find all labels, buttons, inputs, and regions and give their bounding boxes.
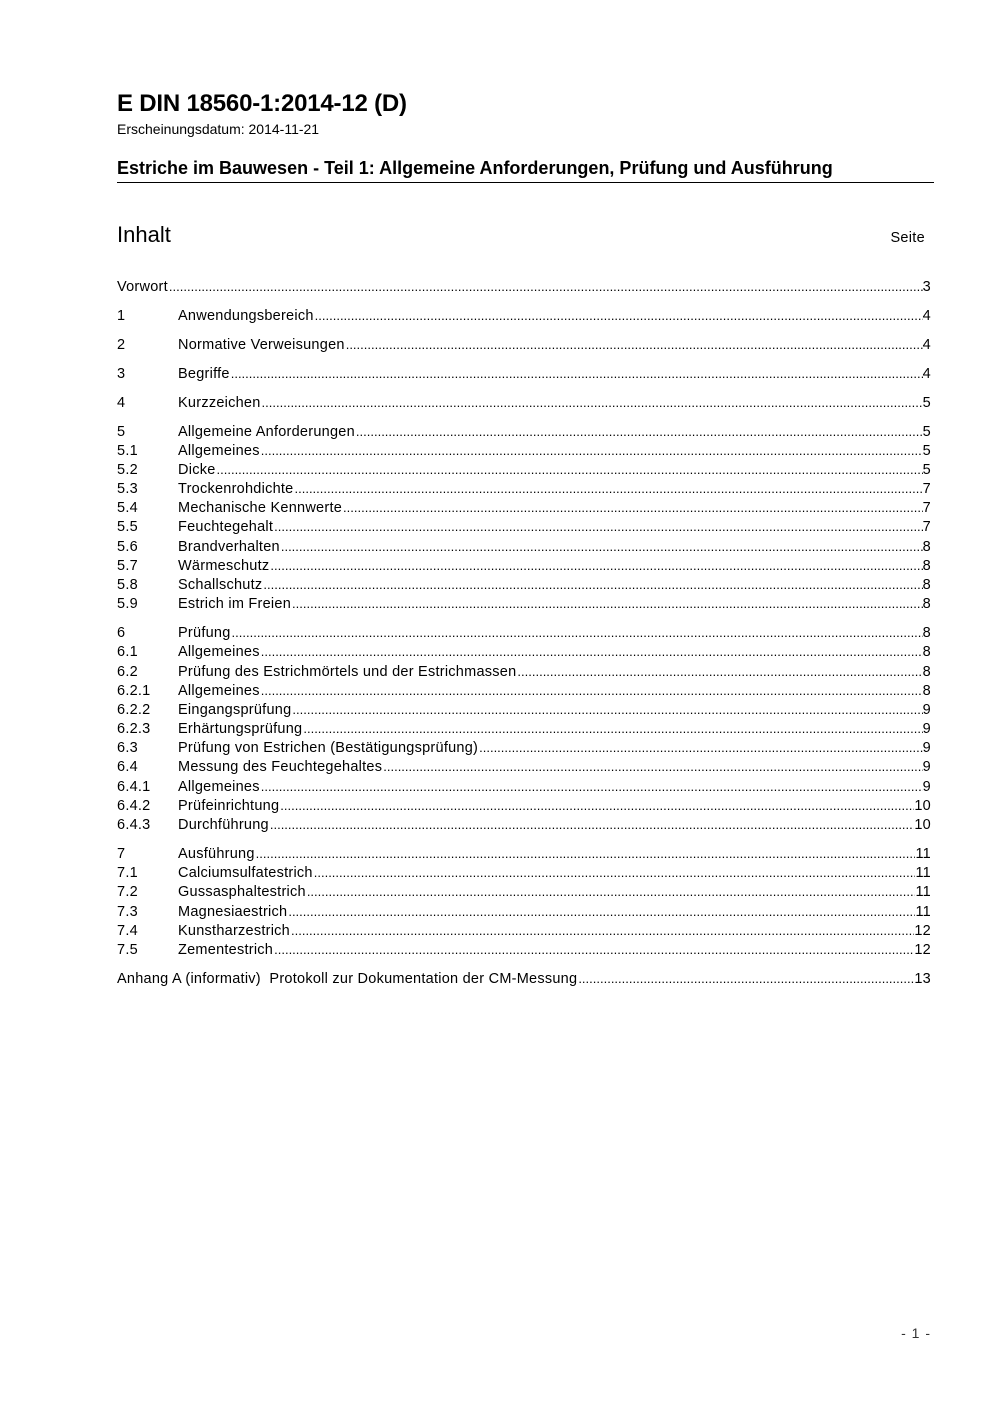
toc-entry-label: Ausführung — [178, 846, 255, 862]
toc-entry-page: 5 — [922, 443, 931, 459]
toc-entry-label: Prüfeinrichtung — [178, 798, 280, 814]
dot-leader — [261, 395, 923, 410]
toc-entry-6-1[interactable] — [117, 644, 931, 663]
toc-entry-6-4-1[interactable] — [117, 779, 931, 798]
toc-entry-label: Mechanische Kennwerte — [178, 500, 343, 516]
toc-entry-number: 6.2.1 — [117, 683, 151, 699]
toc-entry-page: 10 — [914, 798, 931, 814]
toc-entry-number: 7.1 — [117, 865, 138, 881]
toc-entry-page: 11 — [915, 904, 931, 920]
toc-entry-label: Allgemeine Anforderungen — [178, 424, 355, 440]
toc-entry-5[interactable] — [117, 424, 931, 443]
dot-leader — [516, 664, 922, 679]
toc-entry-page: 8 — [922, 539, 931, 555]
dot-leader — [355, 424, 923, 439]
toc-entry-label: Eingangsprüfung — [178, 702, 292, 718]
dot-leader — [273, 519, 923, 534]
toc-entry-page: 4 — [922, 308, 931, 324]
toc-entry-number: 3 — [117, 366, 126, 382]
dot-leader — [478, 740, 923, 755]
toc-entry-5-9[interactable] — [117, 596, 931, 615]
toc-entry-number: 5.5 — [117, 519, 138, 535]
toc-entry-page: 8 — [922, 644, 931, 660]
toc-entry-label: Feuchtegehalt — [178, 519, 274, 535]
toc-entry-label: Allgemeines — [178, 644, 260, 660]
toc-entry-5-5[interactable] — [117, 519, 931, 538]
toc-entry-label: Kunstharzestrich — [178, 923, 290, 939]
dot-leader — [279, 798, 914, 813]
toc-entry-6-4[interactable] — [117, 759, 931, 778]
toc-entry-page: 9 — [922, 702, 931, 718]
toc-entry-5-6[interactable] — [117, 539, 931, 558]
dot-leader — [273, 942, 914, 957]
toc-entry-label: Dicke — [178, 462, 216, 478]
toc-entry-7-3[interactable] — [117, 904, 931, 923]
toc-entry-5-8[interactable] — [117, 577, 931, 596]
dot-leader — [269, 817, 915, 832]
toc-entry-number: 5.8 — [117, 577, 138, 593]
toc-entry-label: Kurzzeichen — [178, 395, 261, 411]
toc-entry-7[interactable] — [117, 846, 931, 865]
toc-entry-number: 5.7 — [117, 558, 138, 574]
toc-entry-3[interactable] — [117, 366, 931, 385]
toc-entry-7-2[interactable] — [117, 884, 931, 903]
toc-entry-page: 11 — [915, 865, 931, 881]
toc-entry-6-2[interactable] — [117, 664, 931, 683]
dot-leader — [260, 779, 923, 794]
dot-leader — [260, 683, 923, 698]
toc-entry-label: Allgemeines — [178, 443, 260, 459]
toc-entry-number: 7 — [117, 846, 126, 862]
toc-entry-label: Magnesiaestrich — [178, 904, 288, 920]
toc-entry-page: 5 — [922, 395, 931, 411]
toc-entry-5-2[interactable] — [117, 462, 931, 481]
toc-entry-page: 8 — [922, 577, 931, 593]
dot-leader — [382, 759, 922, 774]
dot-leader — [577, 971, 914, 986]
dot-leader — [280, 539, 923, 554]
dot-leader — [294, 481, 923, 496]
toc-entry-5-1[interactable] — [117, 443, 931, 462]
toc-entry-page: 8 — [922, 664, 931, 680]
toc-heading: Inhalt — [117, 222, 171, 247]
toc-entry-number: 6 — [117, 625, 126, 641]
toc-entry-label: Vorwort — [117, 279, 168, 295]
toc-entry-label: Erhärtungsprüfung — [178, 721, 303, 737]
document-title: Estriche im Bauwesen - Teil 1: Allgemeine Anforderungen, Prüfung und Ausführung — [117, 158, 833, 178]
toc-entry-7-5[interactable] — [117, 942, 931, 961]
dot-leader — [287, 904, 915, 919]
dot-leader — [314, 308, 923, 323]
toc-entry-page: 12 — [914, 942, 931, 958]
toc-entry-number: 7.4 — [117, 923, 138, 939]
toc-entry-number: 5.6 — [117, 539, 138, 555]
toc-entry-number: 4 — [117, 395, 126, 411]
toc-entry-5-4[interactable] — [117, 500, 931, 519]
toc-entry-label: Anwendungsbereich — [178, 308, 314, 324]
toc-entry-label: Zementestrich — [178, 942, 274, 958]
toc-entry-number: 6.4.1 — [117, 779, 151, 795]
toc-entry-page: 11 — [915, 846, 931, 862]
toc-entry-6-2-3[interactable] — [117, 721, 931, 740]
toc-entry-6[interactable] — [117, 625, 931, 644]
toc-entry-label: Begriffe — [178, 366, 230, 382]
dot-leader — [342, 500, 923, 515]
toc-entry-number: 5.1 — [117, 443, 138, 459]
toc-entry-page: 9 — [922, 779, 931, 795]
dot-leader — [262, 577, 922, 592]
dot-leader — [168, 279, 923, 294]
toc-entry-page: 11 — [915, 884, 931, 900]
toc-entry-label: Gussasphaltestrich — [178, 884, 306, 900]
toc-entry-page: 4 — [922, 337, 931, 353]
toc-entry-vorwort[interactable] — [117, 279, 931, 298]
dot-leader — [260, 443, 923, 458]
toc-entry-number: 7.2 — [117, 884, 138, 900]
toc-entry-4[interactable] — [117, 395, 931, 414]
toc-entry-2[interactable] — [117, 337, 931, 356]
toc-entry-page: 8 — [922, 683, 931, 699]
toc-entry-label: Anhang A (informativ) Protokoll zur Dokumentation der CM-Messung — [117, 971, 578, 987]
toc-entry-label: Messung des Feuchtegehaltes — [178, 759, 383, 775]
toc-entry-number: 7.3 — [117, 904, 138, 920]
toc-entry-page: 10 — [914, 817, 931, 833]
toc-entry-5-7[interactable] — [117, 558, 931, 577]
toc-entry-page: 5 — [922, 462, 931, 478]
toc-entry-page: 3 — [922, 279, 931, 295]
toc-entry-page: 4 — [922, 366, 931, 382]
toc-entry-number: 6.4.3 — [117, 817, 151, 833]
toc-entry-label: Trockenrohdichte — [178, 481, 294, 497]
toc-entry-label: Allgemeines — [178, 683, 260, 699]
toc-entry-number: 5.2 — [117, 462, 138, 478]
toc-entry-label: Durchführung — [178, 817, 269, 833]
toc-entry-number: 6.2.3 — [117, 721, 151, 737]
title-divider — [117, 182, 934, 183]
toc-entry-page: 7 — [922, 519, 931, 535]
toc-entry-label: Estrich im Freien — [178, 596, 292, 612]
toc-entry-6-2-2[interactable] — [117, 702, 931, 721]
dot-leader — [290, 923, 914, 938]
toc-entry-number: 6.3 — [117, 740, 138, 756]
toc-entry-page: 9 — [922, 740, 931, 756]
toc-entry-label: Normative Verweisungen — [178, 337, 345, 353]
toc-entry-number: 2 — [117, 337, 126, 353]
toc-entry-number: 5.4 — [117, 500, 138, 516]
page-column-label: Seite — [890, 230, 925, 246]
toc-entry-number: 1 — [117, 308, 126, 324]
toc-entry-number: 5 — [117, 424, 126, 440]
dot-leader — [216, 462, 923, 477]
toc-entry-page: 13 — [914, 971, 931, 987]
toc-entry-number: 6.2 — [117, 664, 138, 680]
toc-entry-label: Prüfung des Estrichmörtels und der Estrichmassen — [178, 664, 517, 680]
toc-entry-page: 12 — [914, 923, 931, 939]
toc-entry-number: 5.3 — [117, 481, 138, 497]
toc-entry-label: Prüfung von Estrichen (Bestätigungsprüfung) — [178, 740, 479, 756]
dot-leader — [313, 865, 916, 880]
toc-entry-6-4-2[interactable] — [117, 798, 931, 817]
toc-entry-page: 7 — [922, 500, 931, 516]
dot-leader — [269, 558, 922, 573]
toc-entry-page: 9 — [922, 759, 931, 775]
dot-leader — [291, 596, 923, 611]
toc-entry-label: Schallschutz — [178, 577, 263, 593]
toc-entry-label: Calciumsulfatestrich — [178, 865, 313, 881]
toc-entry-5-3[interactable] — [117, 481, 931, 500]
toc-entry-label: Allgemeines — [178, 779, 260, 795]
toc-entry-page: 5 — [922, 424, 931, 440]
toc-entry-number: 6.4 — [117, 759, 138, 775]
dot-leader — [302, 721, 922, 736]
toc-entry-page: 9 — [922, 721, 931, 737]
toc-entry-6-3[interactable] — [117, 740, 931, 759]
dot-leader — [260, 644, 923, 659]
toc-entry-page: 8 — [922, 558, 931, 574]
toc-entry-number: 5.9 — [117, 596, 138, 612]
toc-entry-6-2-1[interactable] — [117, 683, 931, 702]
dot-leader — [230, 366, 923, 381]
toc-entry-page: 8 — [922, 596, 931, 612]
toc-entry-1[interactable] — [117, 308, 931, 327]
toc-entry-label: Wärmeschutz — [178, 558, 270, 574]
toc-entry-6-4-3[interactable] — [117, 817, 931, 836]
doc-number: E DIN 18560-1:2014-12 (D) — [117, 90, 407, 117]
dot-leader — [255, 846, 916, 861]
toc-entry-page: 8 — [922, 625, 931, 641]
toc-entry-number: 6.2.2 — [117, 702, 151, 718]
toc-entry-label: Brandverhalten — [178, 539, 280, 555]
publication-date: Erscheinungsdatum: 2014-11-21 — [117, 121, 320, 137]
toc-entry-label: Prüfung — [178, 625, 231, 641]
page-number: - 1 - — [901, 1325, 931, 1341]
dot-leader — [306, 884, 916, 899]
dot-leader — [231, 625, 923, 640]
dot-leader — [345, 337, 923, 352]
dot-leader — [291, 702, 922, 717]
toc-entry-number: 7.5 — [117, 942, 138, 958]
toc-entry-number: 6.4.2 — [117, 798, 151, 814]
toc-entry-page: 7 — [922, 481, 931, 497]
toc-entry-7-4[interactable] — [117, 923, 931, 942]
toc-entry-7-1[interactable] — [117, 865, 931, 884]
toc-entry-annex-a[interactable] — [117, 971, 931, 990]
toc-entry-number: 6.1 — [117, 644, 138, 660]
